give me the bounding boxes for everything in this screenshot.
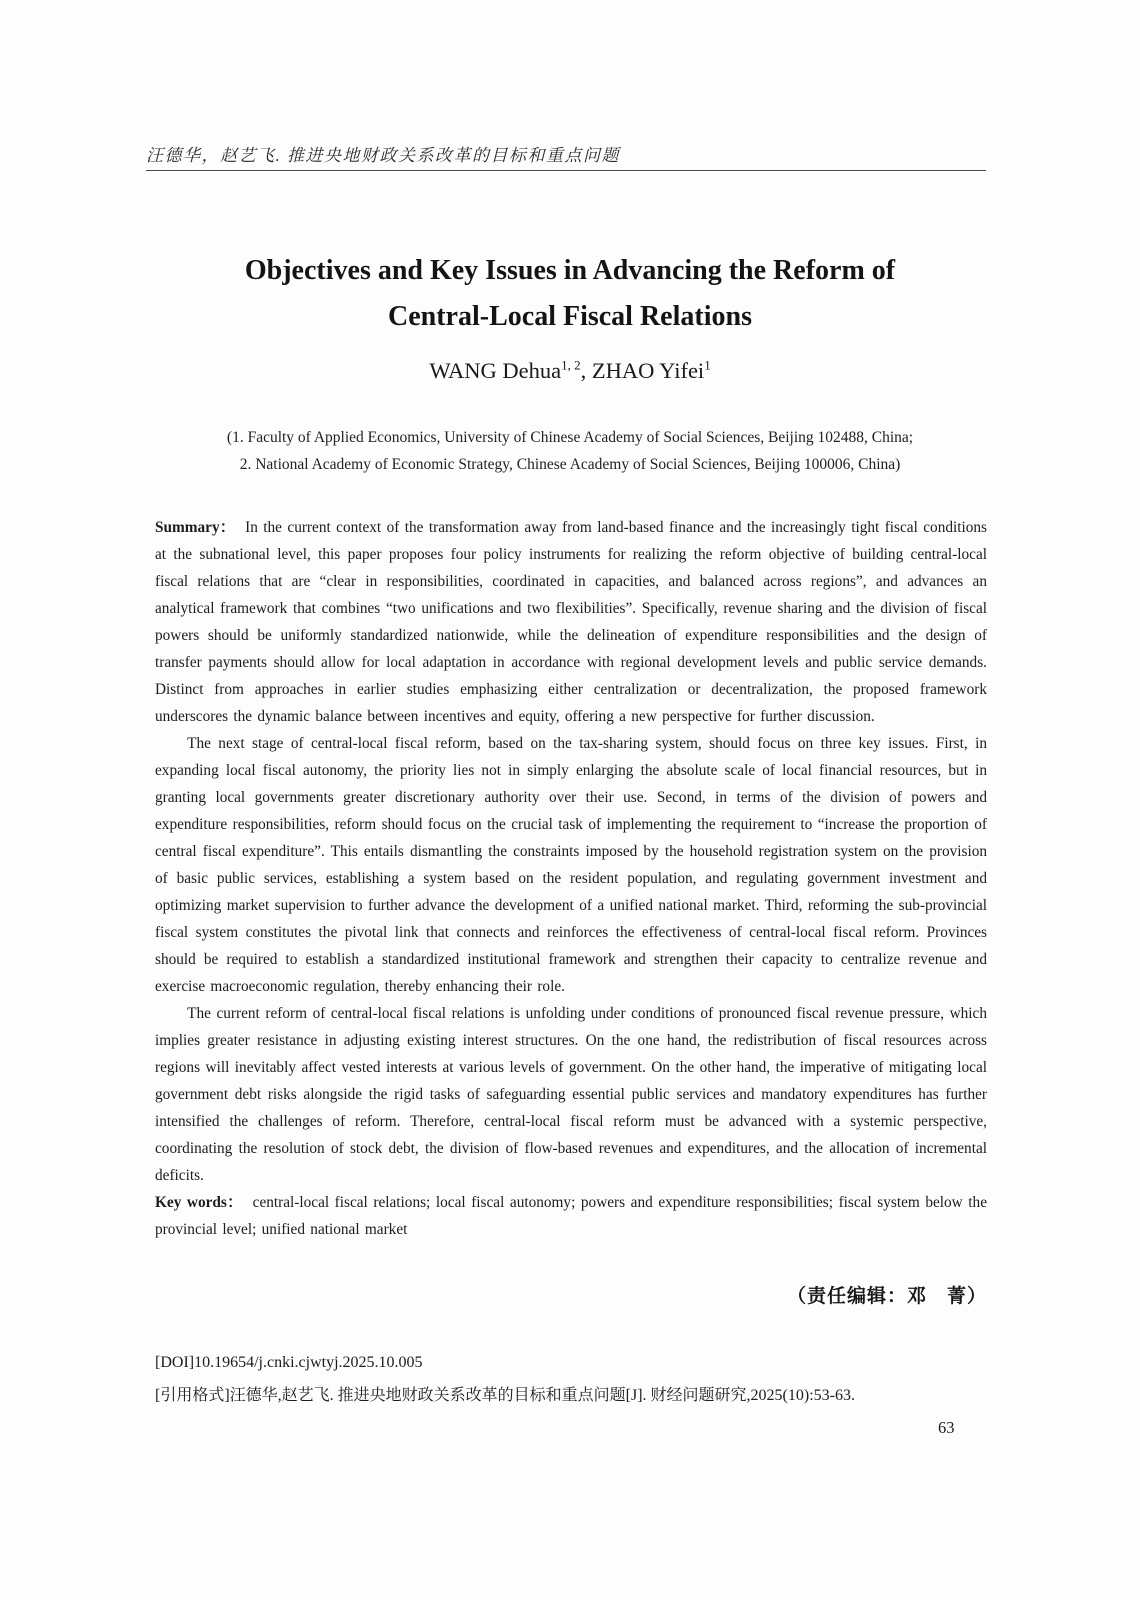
running-header: 汪德华，赵艺飞. 推进央地财政关系改革的目标和重点问题 — [146, 146, 620, 165]
keywords-paragraph — [155, 1189, 987, 1243]
keywords-text: central-local fiscal relations; local fiscal autonomy; powers and expenditure responsibilities; fiscal system below the provincial level; unified national market — [155, 1194, 987, 1238]
author-1-affiliation-marker: 1, 2 — [561, 357, 581, 373]
keywords-label: Key words： — [155, 1194, 243, 1211]
article-title — [0, 248, 1140, 340]
summary-paragraph-1 — [155, 514, 987, 730]
author-1-name: WANG Dehua — [429, 358, 562, 383]
summary-paragraph-1-text: In the current context of the transformation away from land-based finance and the increasingly tight fiscal conditions at the subnational level, this paper proposes four policy instruments for realizing the reform objective of building central-local fiscal relations that are “clear in responsibilities, coordinated in capacities, and balanced across regions”, and advances an analytical framework that combines “two unifications and two flexibilities”. Specifically, revenue sharing and the division of fiscal powers should be uniformly standardized nationwide, while the delineation of expenditure responsibilities and the design of transfer payments should allow for local adaptation in accordance with regional development levels and public service demands. Distinct from approaches in earlier studies emphasizing either centralization or decentralization, the proposed framework underscores the dynamic balance between incentives and equity, offering a new perspective for further discussion. — [155, 519, 987, 725]
page-number: 63 — [938, 1418, 955, 1437]
author-2-affiliation-marker: 1 — [704, 357, 711, 373]
affiliation-line-1: (1. Faculty of Applied Economics, University of Chinese Academy of Social Sciences, Beijing 102488, China; — [226, 429, 914, 446]
doi-line: [DOI]10.19654/j.cnki.cjwtyj.2025.10.005 — [155, 1354, 423, 1371]
responsible-editor-note: （责任编辑：邓 菁） — [786, 1286, 987, 1307]
reference-info — [155, 1346, 987, 1412]
article-title-line2: Central-Local Fiscal Relations — [388, 301, 752, 332]
summary-paragraph-3: The current reform of central-local fiscal relations is unfolding under conditions of pronounced fiscal revenue pressure, which implies greater resistance in adjusting existing interest structures. On the one hand, the redistribution of fiscal resources across regions will inevitably affect vested interests at various levels of government. On the other hand, the imperative of mitigating local government debt risks alongside the rigid tasks of safeguarding essential public services and mandatory expenditures has further intensified the challenges of reform. Therefore, central-local fiscal reform must be advanced with a systemic perspective, coordinating the resolution of stock debt, the division of flow-based revenues and expenditures, and the allocation of incremental deficits. — [155, 1005, 987, 1184]
author-separator: , — [580, 358, 592, 383]
affiliation-line-2: 2. National Academy of Economic Strategy, Chinese Academy of Social Sciences, Beijing 100006, China) — [239, 456, 901, 473]
author-2-name: ZHAO Yifei — [591, 358, 705, 383]
summary-paragraph-2: The next stage of central-local fiscal reform, based on the tax-sharing system, should focus on three key issues. First, in expanding local fiscal autonomy, the priority lies not in simply enlarging the absolute scale of local financial resources, but in granting local governments greater discretionary authority over their use. Second, in terms of the division of powers and expenditure responsibilities, reform should focus on the crucial task of implementing the requirement to “increase the proportion of central fiscal expenditure”. This entails dismantling the constraints imposed by the household registration system on the provision of basic public services, establishing a system based on the resident population, and regulating government investment and optimizing market supervision to further advance the development of a unified national market. Third, reforming the sub-provincial fiscal system constitutes the pivotal link that connects and reinforces the effectiveness of central-local fiscal reform. Provinces should be required to establish a standardized institutional framework and strengthen their capacity to centralize revenue and exercise macroeconomic regulation, thereby enhancing their role. — [155, 735, 987, 995]
summary-label: Summary： — [155, 519, 236, 536]
abstract-block — [155, 514, 987, 1243]
citation-line: [引用格式]汪德华,赵艺飞. 推进央地财政关系改革的目标和重点问题[J]. 财经问题研究,2025(10):53-63. — [155, 1387, 855, 1404]
article-title-line1: Objectives and Key Issues in Advancing the Reform of — [244, 255, 896, 286]
header-rule — [146, 170, 986, 171]
authors-line — [0, 358, 1140, 384]
affiliations — [0, 424, 1140, 478]
